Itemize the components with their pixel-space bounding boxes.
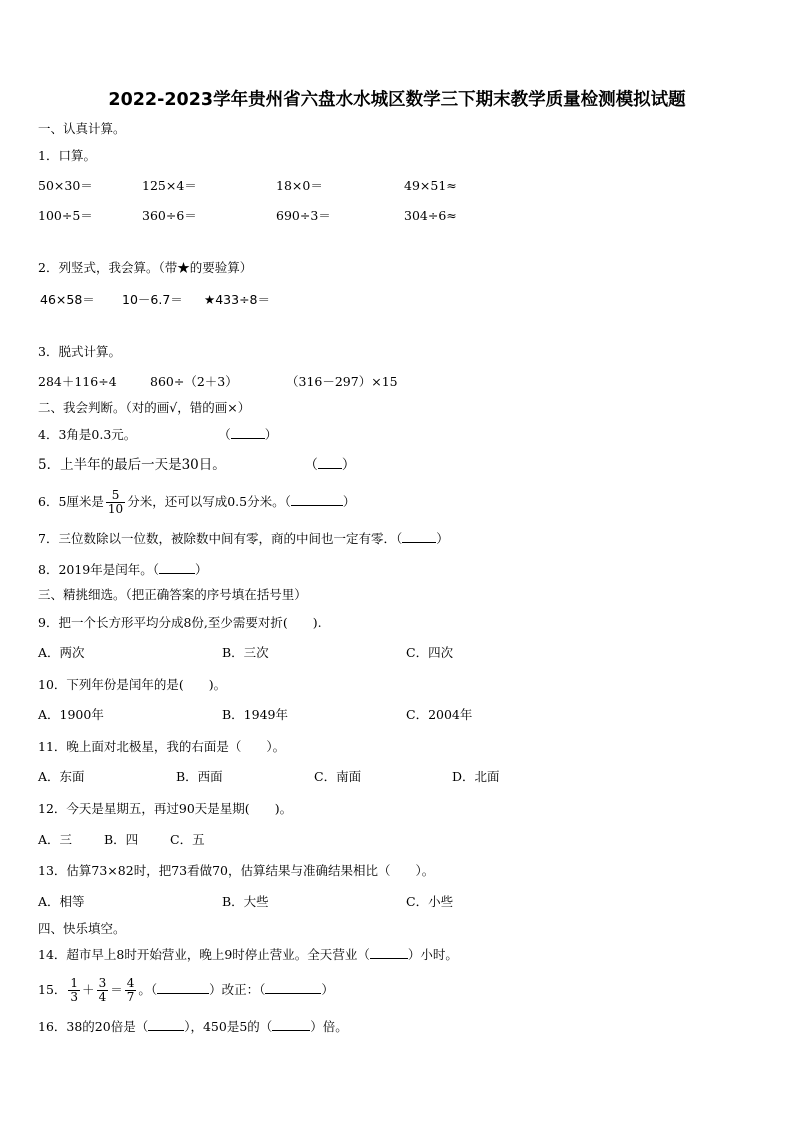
question-2-label: 2．列竖式，我会算。（带★的要验算） [38, 260, 253, 275]
question-9-text: 9．把一个长方形平均分成8份,至少需要对折( ). [38, 615, 322, 630]
option-a[interactable]: A．相等 [38, 894, 85, 909]
answer-paren-open: （ [218, 427, 231, 442]
question-8: 8．2019年是闰年。（ ） [38, 562, 208, 577]
answer-blank[interactable] [291, 493, 343, 506]
option-b[interactable]: B．三次 [222, 645, 269, 660]
option-c[interactable]: C．四次 [406, 645, 454, 660]
question-5-text: 5．上半年的最后一天是30日。 [38, 457, 226, 473]
answer-blank[interactable] [402, 530, 436, 543]
answer-blank[interactable] [272, 1018, 310, 1031]
question-7-text: 7．三位数除以一位数，被除数中间有零，商的中间也一定有零．（ [38, 531, 403, 546]
answer-paren-close: ） [341, 457, 356, 473]
option-c[interactable]: C．小些 [406, 894, 454, 909]
option-b[interactable]: B．1949年 [222, 707, 288, 722]
fraction: $\frac{1}{3}$ [70, 976, 79, 1004]
answer-blank[interactable] [370, 946, 408, 959]
oral-calc-item: 100÷5＝ [38, 208, 93, 223]
oral-calc-item: 360÷6＝ [142, 208, 197, 223]
step-calc-item: 860÷（2＋3） [150, 374, 238, 389]
option-a[interactable]: A．三 [38, 832, 73, 847]
question-12-text: 12．今天是星期五，再过90天是星期( )。 [38, 801, 293, 816]
question-8-text: 8．2019年是闰年。（ [38, 562, 160, 577]
answer-blank[interactable] [318, 456, 342, 469]
section-heading-4: 四、快乐填空。 [38, 921, 126, 936]
option-a[interactable]: A．东面 [38, 769, 85, 784]
option-c[interactable]: C．2004年 [406, 707, 473, 722]
answer-blank[interactable] [159, 561, 195, 574]
vertical-calc-item: ★433÷8＝ [204, 292, 270, 307]
answer-paren-close: ） [264, 427, 278, 442]
question-16-text: 16．38的20倍是（ [38, 1019, 149, 1034]
fraction: $\frac{5}{10}$ [107, 488, 124, 516]
page-title: 2022-2023学年贵州省六盘水水城区数学三下期末教学质量检测模拟试题 [108, 90, 686, 110]
question-6-text: 6．5厘米是 [38, 494, 104, 509]
question-14: 14．超市早上8时开始营业，晚上9时停止营业。全天营业（ ）小时。 [38, 947, 458, 962]
question-3-label: 3．脱式计算。 [38, 344, 121, 359]
question-10-text: 10．下列年份是闰年的是( )。 [38, 677, 227, 692]
answer-blank[interactable] [148, 1018, 184, 1031]
option-d[interactable]: D．北面 [452, 769, 500, 784]
option-b[interactable]: B．四 [104, 832, 139, 847]
question-11-text: 11．晚上面对北极星，我的右面是（ ）。 [38, 739, 286, 754]
question-1-label: 1．口算。 [38, 148, 96, 163]
fraction: $\frac{4}{7}$ [126, 976, 135, 1004]
section-heading-2: 二、我会判断。（对的画√，错的画×） [38, 400, 251, 415]
oral-calc-item: 690÷3＝ [276, 208, 331, 223]
question-4-text: 4．3角是0.3元。 [38, 427, 137, 442]
option-b[interactable]: B．西面 [176, 769, 223, 784]
oral-calc-item: 50×30＝ [38, 178, 93, 193]
answer-blank[interactable] [157, 981, 209, 994]
option-c[interactable]: C．南面 [314, 769, 362, 784]
step-calc-item: 284＋116÷4 [38, 374, 117, 389]
option-a[interactable]: A．1900年 [38, 707, 104, 722]
oral-calc-item: 18×0＝ [276, 178, 323, 193]
oral-calc-item: 125×4＝ [142, 178, 197, 193]
section-heading-1: 一、认真计算。 [38, 121, 126, 136]
vertical-calc-item: 10－6.7＝ [122, 292, 183, 307]
oral-calc-item: 304÷6≈ [404, 208, 457, 223]
question-7: 7．三位数除以一位数，被除数中间有零，商的中间也一定有零．（ ） [38, 531, 449, 546]
vertical-calc-item: 46×58＝ [40, 292, 95, 307]
question-6: 6．5厘米是 $\frac{5}{10}$ 分米，还可以写成0.5分米。（ ） [38, 488, 356, 516]
option-a[interactable]: A．两次 [38, 645, 85, 660]
question-5 [38, 456, 355, 474]
section-heading-3: 三、精挑细选。（把正确答案的序号填在括号里） [38, 587, 307, 602]
fraction: $\frac{3}{4}$ [98, 976, 107, 1004]
question-14-text: 14．超市早上8时开始营业，晚上9时停止营业。全天营业（ [38, 947, 370, 962]
question-16: 16．38的20倍是（ ），450是5的（ ）倍。 [38, 1019, 348, 1034]
correction-blank[interactable] [265, 981, 321, 994]
question-4 [38, 426, 277, 444]
question-15: 15． $\frac{1}{3}$ ＋ $\frac{3}{4}$ ＝ $\frac{4}{7}$ 。（ ）改正：（ ） [38, 976, 334, 1004]
question-15-label: 15． [38, 982, 67, 997]
option-b[interactable]: B．大些 [222, 894, 269, 909]
answer-paren-open: （ [304, 457, 318, 473]
answer-blank[interactable] [231, 426, 265, 439]
question-13-text: 13．估算73×82时，把73看做70，估算结果与准确结果相比（ ）。 [38, 863, 435, 878]
step-calc-item: （316－297）×15 [286, 374, 398, 389]
oral-calc-item: 49×51≈ [404, 178, 457, 193]
option-c[interactable]: C．五 [170, 832, 205, 847]
